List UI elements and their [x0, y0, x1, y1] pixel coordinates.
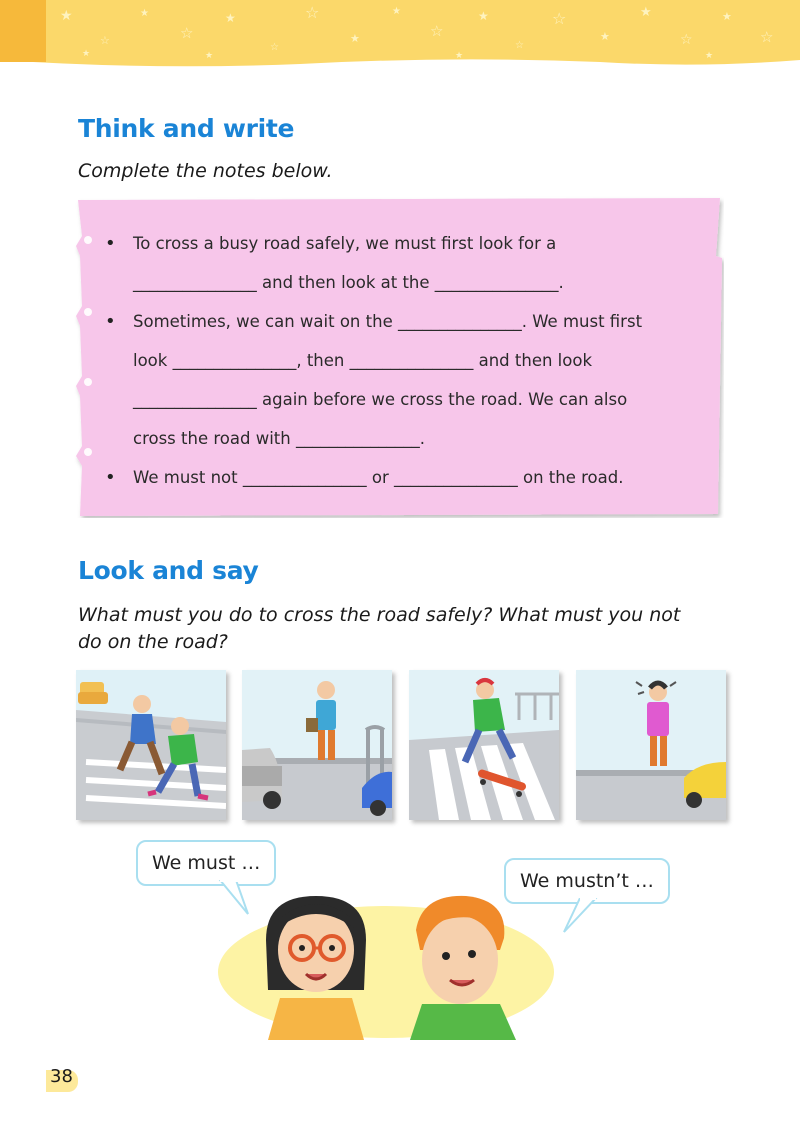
star-pattern-banner — [0, 0, 800, 68]
blank-field[interactable]: _______________ — [133, 273, 257, 292]
note1-line1: To cross a busy road safely, we must first look for a — [133, 234, 557, 253]
note-item-1 — [100, 224, 720, 302]
look-say-instruction-line2: do on the road? — [78, 631, 228, 653]
note2-text: look — [133, 351, 173, 370]
blank-field[interactable]: _______________ — [133, 390, 257, 409]
note3-text: We must not — [133, 468, 243, 487]
look-say-instruction-line1: What must you do to cross the road safely? What must you not — [78, 604, 681, 626]
page-number: 38 — [50, 1066, 73, 1087]
note1-text: and then look at the — [256, 273, 435, 292]
svg-text:★: ★ — [392, 6, 401, 17]
svg-text:★: ★ — [225, 11, 236, 25]
svg-text:☆: ☆ — [430, 22, 444, 40]
svg-text:★: ★ — [705, 51, 714, 61]
note1-end: . — [558, 273, 564, 292]
note2-text: cross the road with — [133, 429, 296, 448]
kids-illustration — [216, 880, 556, 1040]
svg-text:☆: ☆ — [680, 32, 693, 48]
blank-field[interactable]: _______________ — [242, 468, 367, 487]
dizzy-girl-illustration — [576, 670, 726, 820]
svg-text:★: ★ — [455, 51, 464, 61]
look-say-instruction — [78, 602, 680, 656]
note2-text: again before we cross the road. We can also — [256, 390, 628, 409]
svg-text:☆: ☆ — [760, 28, 774, 46]
note2-text: . — [419, 429, 425, 448]
look-say-title: Look and say — [78, 556, 259, 585]
speech-bubble-mustnt-tail — [560, 898, 600, 934]
note2-text: , then — [296, 351, 350, 370]
svg-text:☆: ☆ — [305, 3, 320, 22]
svg-text:★: ★ — [60, 8, 73, 24]
note-item-2 — [100, 302, 720, 458]
header-band — [0, 0, 800, 68]
svg-text:★: ★ — [478, 9, 489, 23]
blank-field[interactable]: _______________ — [295, 429, 420, 448]
svg-text:☆: ☆ — [270, 42, 279, 53]
blank-field[interactable]: _______________ — [393, 468, 518, 487]
notes-list — [100, 224, 720, 497]
waiting-boy-illustration — [242, 670, 392, 820]
picture-panels — [76, 670, 726, 822]
panel-running-boys — [76, 670, 226, 820]
think-write-title: Think and write — [78, 114, 295, 143]
svg-text:★: ★ — [82, 49, 91, 59]
blank-field[interactable]: _______________ — [434, 273, 559, 292]
running-boys-illustration — [76, 670, 226, 820]
panel-skateboard-boy — [409, 670, 559, 820]
svg-text:★: ★ — [140, 8, 149, 19]
svg-text:☆: ☆ — [100, 34, 110, 47]
svg-text:★: ★ — [600, 30, 610, 43]
speech-bubble-mustnt: We mustn’t … — [504, 858, 670, 904]
svg-text:★: ★ — [350, 32, 360, 45]
note2-text: . We must first — [521, 312, 643, 331]
think-write-instruction: Complete the notes below. — [78, 160, 333, 182]
svg-text:★: ★ — [640, 5, 652, 20]
note3-text: or — [366, 468, 394, 487]
svg-text:★: ★ — [205, 51, 214, 61]
note-item-3 — [100, 458, 720, 497]
blank-field[interactable]: _______________ — [397, 312, 522, 331]
svg-text:☆: ☆ — [552, 9, 567, 28]
note2-text: and then look — [473, 351, 593, 370]
panel-dizzy-girl — [576, 670, 726, 820]
blank-field[interactable]: _______________ — [172, 351, 297, 370]
blank-field[interactable]: _______________ — [349, 351, 474, 370]
note2-text: Sometimes, we can wait on the — [133, 312, 398, 331]
panel-waiting-boy — [242, 670, 392, 820]
speech-bubble-must: We must … — [136, 840, 276, 886]
svg-text:★: ★ — [722, 10, 732, 23]
skateboard-boy-illustration — [409, 670, 559, 820]
svg-text:☆: ☆ — [180, 24, 194, 42]
svg-text:☆: ☆ — [515, 40, 524, 51]
note3-text: on the road. — [517, 468, 624, 487]
